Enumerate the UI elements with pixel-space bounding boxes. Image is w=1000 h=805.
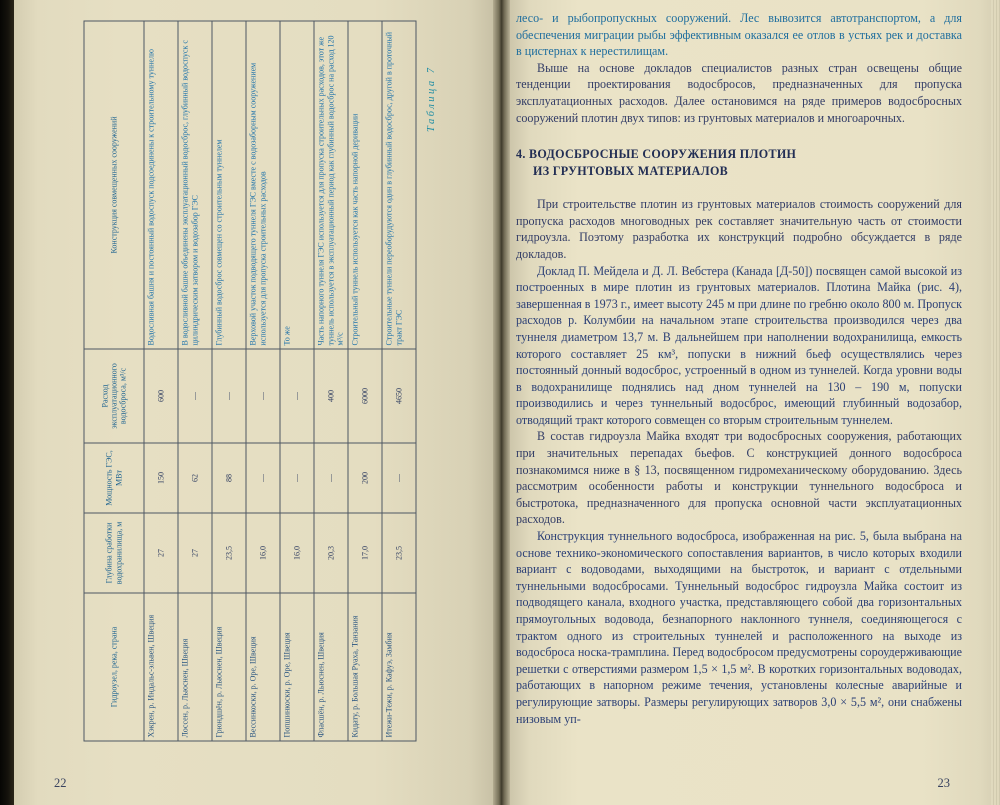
cell-power: 200 [348, 443, 382, 513]
cell-construction: В водосливной башне объединены эксплуатационный водосброс, глубинный водоспуск с цилиндрическим затвором и водозабор ГЭС [178, 21, 212, 349]
cell-station: Кидату, р. Большая Руаха, Танзания [348, 593, 382, 741]
cell-station: Лоссен, р. Льюснен, Швеция [178, 593, 212, 741]
cell-power: — [280, 443, 314, 513]
cell-station: Вессинкоски, р. Оре, Швеция [246, 593, 280, 741]
cell-power: — [382, 443, 416, 513]
cell-depth: 16,0 [280, 513, 314, 593]
table-row [144, 21, 178, 741]
cell-station: Фласшён, р. Льюснен, Швеция [314, 593, 348, 741]
col-header-depth: Глубина сработки водохранилища, м [84, 513, 144, 593]
cell-construction: Строительный туннель используется как часть напорной деривации [348, 21, 382, 349]
col-header-construction: Конструкция совмещенных сооружений [84, 21, 144, 349]
table-head [84, 21, 144, 741]
table-row [348, 21, 382, 741]
paragraph: При строительстве плотин из грунтовых материалов стоимость сооружений для пропуска расходов многоводных рек составляет значительную часть от стоимости гидроузла. Поэтому разработка их конструкций подробно обсуждается в ряде докладов. [516, 197, 962, 261]
col-header-station: Гидроузел, река, страна [84, 593, 144, 741]
right-page [510, 0, 1000, 805]
cell-discharge: — [178, 349, 212, 443]
page-number-right: 23 [937, 776, 950, 790]
left-page [14, 0, 493, 805]
cell-depth: 23,5 [212, 513, 246, 593]
table-row [246, 21, 280, 741]
cell-construction: Глубинный водосброс совмещен со строительным туннелем [212, 21, 246, 349]
text-column [516, 10, 962, 727]
cell-discharge: 4650 [382, 349, 416, 443]
cell-depth: 20,3 [314, 513, 348, 593]
paragraph: Конструкция туннельного водосброса, изображенная на рис. 5, была выбрана на основе технико-экономического сопоставления вариантов, в число которых входили вариант с водоводами, выходящими на быстроток, и вариант с отдельными туннельными водосбросами. Туннельный водосброс гидроузла Майка состоит из подводящего канала, входного участка, представляющего собой два горизонтальных прямоугольных водовода, безнапорного наклонного туннеля, соединяющегося с трактом одного из строительных туннелей и расположенного на выходе из водосброса носка-трамплина. Перед водосбросом предусмотрены сороудерживающие решетки с отверстиями размером 1,5 × 1,5 м². В коротких горизонтальных водоводах, работающих в напорном режиме течения, установлены колесные аварийные и регулирующие затворы. Размеры регулирующих затворов 3,0 × 5,5 м², они снабжены низовым уп- [516, 529, 962, 726]
cell-discharge: — [212, 349, 246, 443]
section-heading-line2: ИЗ ГРУНТОВЫХ МАТЕРИАЛОВ [533, 164, 729, 179]
cell-construction: Водосливная башня и постоянный водоспуск подсоединены к строительному туннелю [144, 21, 178, 349]
cell-depth: 27 [178, 513, 212, 593]
cell-power: 62 [178, 443, 212, 513]
cell-construction: Часть напорного туннеля ГЭС используется для пропуска строительных расходов, этот же туннель используется в эксплуатационный период как глубинный водосброс на расход 120 м³/с [314, 21, 348, 349]
cell-discharge: 6000 [348, 349, 382, 443]
book-spine [0, 0, 14, 805]
cell-station: Итежи-Тежи, р. Кафуэ, Замбия [382, 593, 416, 741]
cell-power: — [314, 443, 348, 513]
col-header-discharge: Расход эксплуатационного водосброса, м³/с [84, 349, 144, 443]
cell-discharge: 600 [144, 349, 178, 443]
cell-construction: Строительные туннели переоборудуются один в глубинный водосброс, другой в проточный тракт ГЭС [382, 21, 416, 349]
cell-construction: Верховой участок подводящего туннеля ГЭС вместе с водозаборным сооружением используется для пропуска строительных расходов [246, 21, 280, 349]
hydro-stations-table [84, 21, 417, 742]
cell-construction: То же [280, 21, 314, 349]
cell-station: Хэкрен, р. Индальс-эльвен, Швеция [144, 593, 178, 741]
cell-station: Грюндшён, р. Льюснен, Швеция [212, 593, 246, 741]
table-row [280, 21, 314, 741]
table-row [382, 21, 416, 741]
table-row [178, 21, 212, 741]
cell-depth: 23,5 [382, 513, 416, 593]
paragraph: Доклад П. Мейдела и Д. Л. Вебстера (Канада [Д-50]) посвящен самой высокой из построенных в мире плотин из грунтовых материалов. Плотина Майка (рис. 4), завершенная в 1973 г., имеет высоту 245 м при длине по гребню около 800 м. Пропуск расходов р. Колумбии на начальном этапе строительства производился через два туннеля диаметром 13,7 м. В дальнейшем при наполнении водохранилища, емкость которого составляет 25 км³, попуски в нижний бьеф осуществлялись через постоянный донный водосброс, устроенный в одном из туннелей. Когда уровни воды в водохранилище поднялись над дном туннелей на 130 – 190 м, попуски производились и через туннельный водосброс, имеющий глубинный водозабор, отводящий тракт которого совмещен со вторым строительным туннелем. [516, 263, 962, 427]
table-body [144, 21, 416, 741]
section-heading [516, 146, 962, 180]
paragraph: В состав гидроузла Майка входят три водосбросных сооружения, работающих при значительных перепадах бьефов. С конструкцией донного водосброса познакомимся ниже в § 13, посвященном гидромеханическому оборудованию. Здесь рассмотрим особенности работы и конструкции туннельного водосброса и быстротока, предназначенного для пропуска основной части эксплуатационных расходов. [516, 429, 962, 527]
paragraph: лесо- и рыбопропускных сооружений. Лес вывозится автотранспортом, а для обеспечения миграции рыбы эффективным оказался ее отлов в устьях рек и доставка в цистернах к нерестилищам. [516, 11, 962, 59]
table-header-row [84, 21, 144, 741]
book-gutter [493, 0, 510, 805]
section-heading-line1: 4. ВОДОСБРОСНЫЕ СООРУЖЕНИЯ ПЛОТИН [516, 147, 797, 162]
paragraph: Выше на основе докладов специалистов разных стран освещены общие тенденции проектирования водосбросов, предназначенных для пропуска эксплуатационных расходов. Далее остановимся на ряде примеров водосбросных сооружений плотин двух типов: из грунтовых материалов и многоарочных. [516, 60, 962, 125]
table-row [212, 21, 246, 741]
table-caption: Таблица 7 [426, 65, 437, 132]
rotated-table-container [84, 22, 417, 742]
cell-discharge: 400 [314, 349, 348, 443]
cell-discharge: — [280, 349, 314, 443]
table-row [314, 21, 348, 741]
page-number-left: 22 [54, 776, 67, 790]
cell-power: — [246, 443, 280, 513]
col-header-power: Мощность ГЭС, МВт [84, 443, 144, 513]
cell-depth: 17,0 [348, 513, 382, 593]
cell-power: 150 [144, 443, 178, 513]
cell-depth: 27 [144, 513, 178, 593]
cell-depth: 16,0 [246, 513, 280, 593]
cell-power: 88 [212, 443, 246, 513]
page-edge [991, 0, 1000, 805]
cell-discharge: — [246, 349, 280, 443]
cell-station: Попшинкоски, р. Оре, Швеция [280, 593, 314, 741]
